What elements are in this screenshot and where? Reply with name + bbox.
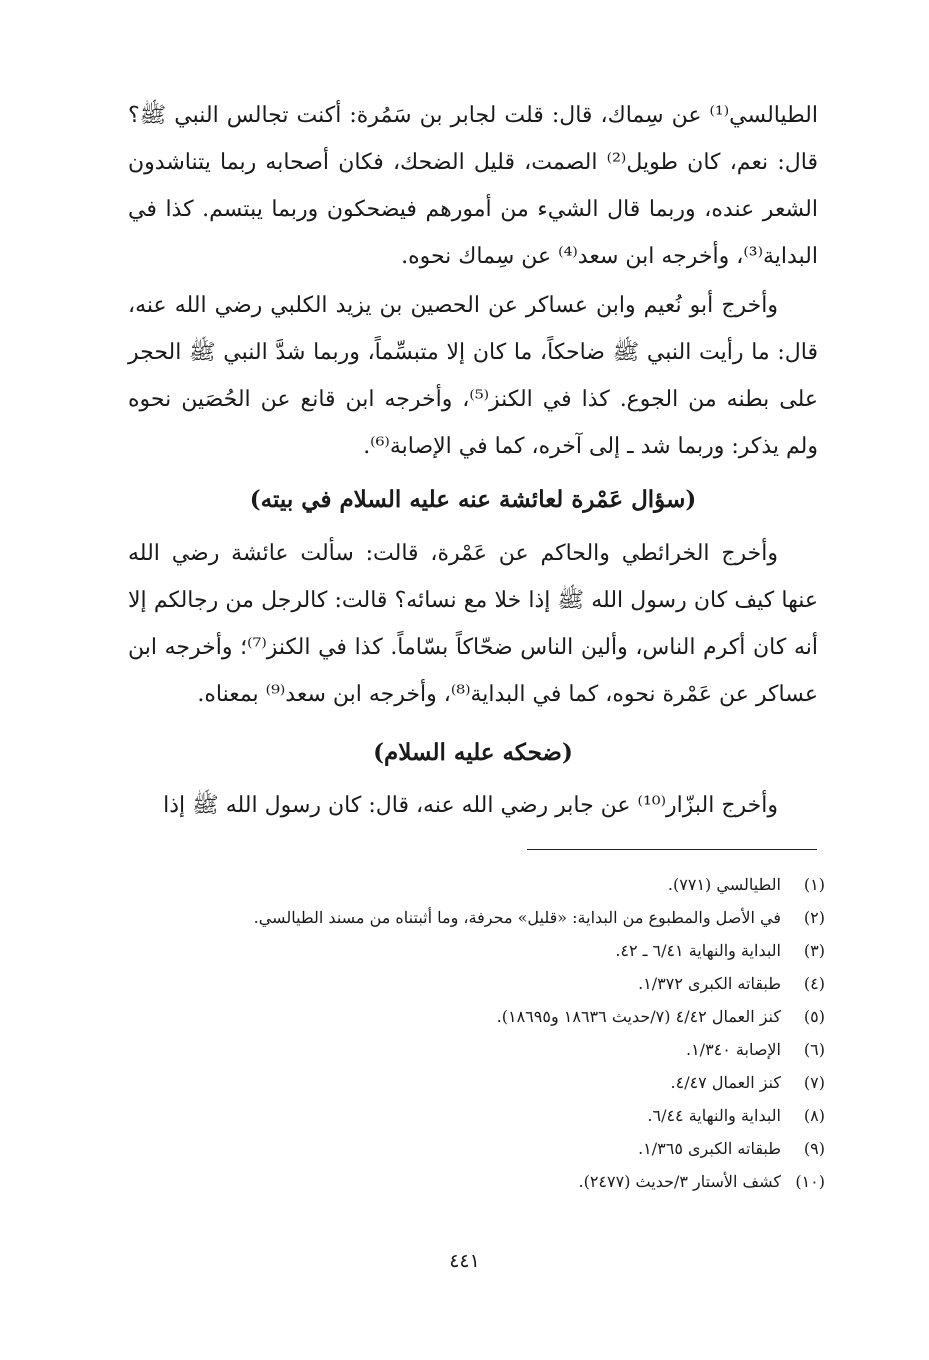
footnote-number: (٥) bbox=[803, 1007, 825, 1026]
footnote-number: (٢) bbox=[803, 908, 825, 927]
paragraph-4-text: وأخرج البزّار⁽¹⁰⁾ عن جابر رضي الله عنه، قال: كان رسول الله ﷺ إذا bbox=[163, 793, 778, 818]
footnote-number: (٦) bbox=[803, 1040, 825, 1059]
footnote-number: (٨) bbox=[803, 1106, 825, 1125]
footnote-text: كنز العمال ٤/٤٢ (٧/حديث ١٨٦٣٦ و١٨٦٩٥). bbox=[496, 1007, 781, 1026]
section-heading-2: (ضحكه عليه السلام) bbox=[373, 739, 573, 766]
footnote bbox=[128, 1033, 825, 1066]
footnote-divider bbox=[527, 849, 817, 850]
footnote-text: طبقاته الكبرى ١/٣٦٥. bbox=[638, 1139, 781, 1158]
footnote bbox=[128, 1132, 825, 1165]
footnote-text: البداية والنهاية ٦/٤١ ـ ٤٢. bbox=[615, 941, 781, 960]
paragraph-2 bbox=[128, 282, 818, 470]
footnote bbox=[128, 967, 825, 1000]
paragraph-1-text: الطيالسي⁽¹⁾ عن سِماك، قال: قلت لجابر بن سَمُرة: أكنت تجالس النبي ﷺ؟ قال: نعم، كان طويل⁽²⁾ الصمت، قليل الضحك، فكان أصحابه ربما يتناشدون الشعر عنده، وربما قال الشيء من أمورهم فيضحكون وربما يبتسم. كذا في البداية⁽³⁾، وأخرجه ابن سعد⁽⁴⁾ عن سِماك نحوه. bbox=[128, 103, 818, 269]
footnote-text: البداية والنهاية ٦/٤٤. bbox=[647, 1106, 781, 1125]
footnote-number: (٧) bbox=[803, 1073, 825, 1092]
footnote-text: طبقاته الكبرى ١/٣٧٢. bbox=[638, 974, 781, 993]
paragraph-3-text: وأخرج الخرائطي والحاكم عن عَمْرة، قالت: سألت عائشة رضي الله عنها كيف كان رسول الله ﷺ إذا خلا مع نسائه؟ قالت: كالرجل من رجالكم إلا أنه كان أكرم الناس، وألين الناس ضحّاكاً بسّاماً. كذا في الكنز⁽⁷⁾؛ وأخرجه ابن عساكر عن عَمْرة نحوه، كما في البداية⁽⁸⁾، وأخرجه ابن سعد⁽⁹⁾ بمعناه. bbox=[128, 541, 819, 707]
footnote bbox=[128, 1099, 825, 1132]
footnote-text: كشف الأستار ٣/حديث (٢٤٧٧). bbox=[578, 1172, 781, 1191]
footnote-number: (٤) bbox=[803, 974, 825, 993]
footnote bbox=[128, 1000, 825, 1033]
section-heading-1: (سؤال عَمْرة لعائشة عنه عليه السلام في بيته) bbox=[249, 486, 697, 513]
paragraph-4 bbox=[128, 782, 818, 829]
footnote bbox=[128, 901, 825, 934]
footnote bbox=[128, 868, 825, 901]
footnote-number: (٩) bbox=[803, 1139, 825, 1158]
footnote bbox=[128, 1066, 825, 1099]
footnote-number: (٣) bbox=[803, 941, 825, 960]
footnote bbox=[128, 1165, 825, 1198]
footnotes-list bbox=[128, 868, 825, 1198]
paragraph-3 bbox=[128, 530, 818, 718]
paragraph-1 bbox=[128, 92, 818, 280]
footnote-number: (١) bbox=[803, 875, 825, 894]
paragraph-2-text: وأخرج أبو نُعيم وابن عساكر عن الحصين بن يزيد الكلبي رضي الله عنه، قال: ما رأيت النبي ﷺ ضاحكاً، ما كان إلا متبسِّماً، وربما شدَّ النبي ﷺ الحجر على بطنه من الجوع. كذا في الكنز⁽⁵⁾، وأخرجه ابن قانع عن الحُصَين نحوه ولم يذكر: وربما شد ـ إلى آخره، كما في الإصابة⁽⁶⁾. bbox=[128, 293, 818, 459]
footnote-number: (١٠) bbox=[795, 1172, 825, 1191]
footnote-text: كنز العمال ٤/٤٧. bbox=[670, 1073, 781, 1092]
page-number: ٤٤١ bbox=[449, 1250, 480, 1272]
footnote-text: الإصابة ١/٣٤٠. bbox=[685, 1040, 781, 1059]
footnote bbox=[128, 934, 825, 967]
footnote-text: الطيالسي (٧٧١). bbox=[667, 875, 781, 894]
footnote-text: في الأصل والمطبوع من البداية: «قليل» محرفة، وما أثبتناه من مسند الطيالسي. bbox=[253, 908, 781, 927]
